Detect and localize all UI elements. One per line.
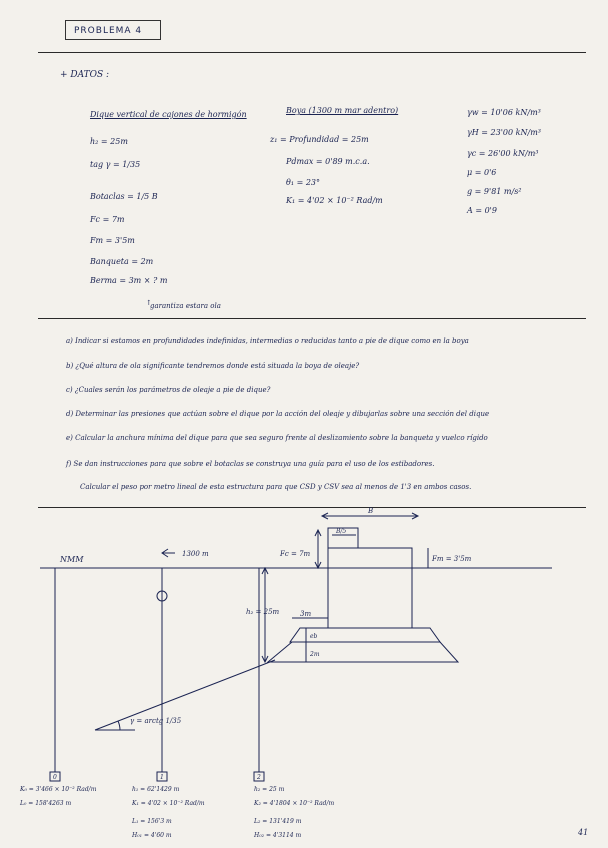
- col3-line: γw = 10'06 kN/m³: [467, 108, 541, 117]
- result-0: K₀ = 3'466 × 10⁻² Rad/m: [20, 786, 97, 793]
- result-2: h₂ = 25 m: [254, 786, 285, 793]
- result-1: H₀₁ = 4'60 m: [132, 832, 172, 839]
- point-2: 2: [257, 774, 261, 781]
- question-b: b) ¿Qué altura de ola significante tendremos donde está situada la boya de oleaje?: [66, 362, 360, 370]
- col2-line: z₁ = Profundidad = 25m: [270, 135, 369, 144]
- result-2: K₂ = 4'1804 × 10⁻² Rad/m: [254, 800, 335, 807]
- datos-heading: + DATOS :: [60, 70, 110, 80]
- result-1: h₁ = 62'1429 m: [132, 786, 180, 793]
- col3-line: γc = 26'00 kN/m³: [467, 149, 539, 158]
- col2-line: K₁ = 4'02 × 10⁻² Rad/m: [286, 196, 383, 205]
- col2-heading: Boya (1300 m mar adentro): [286, 106, 399, 115]
- caisson: [328, 548, 412, 628]
- col1-line: Berma = 3m × ? m: [90, 276, 168, 285]
- berm-width-label: 3m: [300, 610, 312, 618]
- nmm-label: NMM: [60, 555, 84, 564]
- banqueta-label: 2m: [310, 651, 320, 658]
- result-0: L₀ = 158'4263 m: [20, 800, 72, 807]
- slope-label: γ = arctg 1/35: [130, 717, 182, 725]
- result-2: L₂ = 131'419 m: [254, 818, 302, 825]
- question-a: a) Indicar si estamos en profundidades indefinidas, intermedias o reducidas tanto a pie de dique como en la boya: [66, 337, 469, 345]
- col1-line: h₂ = 25m: [90, 137, 128, 146]
- problem-title: PROBLEMA 4: [65, 20, 161, 40]
- question-f: f) Se dan instrucciones para que sobre el botaclas se construya una guía para el uso de los estibadores.: [66, 460, 435, 468]
- fc-label: Fc = 7m: [280, 550, 311, 558]
- b-label: B: [368, 507, 374, 515]
- col2-line: Pdmax = 0'89 m.c.a.: [286, 157, 370, 166]
- col1-line: Fm = 3'5m: [90, 236, 135, 245]
- col1-heading: Dique vertical de cajones de hormigón: [90, 110, 247, 119]
- page-number: 41: [578, 828, 589, 837]
- col3-line: A = 0'9: [467, 206, 497, 215]
- eb-label: eb: [310, 633, 318, 640]
- h2-label: h₂ = 25m: [246, 608, 280, 616]
- col1-line: tag γ = 1/35: [90, 160, 141, 169]
- question-f-cont: Calcular el peso por metro lineal de esta estructura para que CSD y CSV sea al menos de 1'3 en ambos casos.: [80, 483, 472, 491]
- point-0: 0: [53, 774, 57, 781]
- col3-line: g = 9'81 m/s²: [467, 187, 522, 196]
- result-1: L₁ = 156'3 m: [132, 818, 172, 825]
- point-1: 1: [160, 774, 164, 781]
- dist-label: 1300 m: [182, 550, 209, 558]
- col1-note: garantiza estara ola: [150, 302, 221, 310]
- result-1: K₁ = 4'02 × 10⁻² Rad/m: [132, 800, 205, 807]
- question-e: e) Calcular la anchura mínima del dique para que sea seguro frente al deslizamiento sobre la banqueta y vuelco rígido: [66, 434, 488, 442]
- seabed-slope: [95, 660, 275, 730]
- col2-line: θ₁ = 23°: [286, 178, 320, 187]
- question-c: c) ¿Cuales serán los parámetros de oleaje a pie de dique?: [66, 386, 271, 394]
- fm-label: Fm = 3'5m: [432, 555, 472, 563]
- col1-line: Fc = 7m: [90, 215, 125, 224]
- question-d: d) Determinar las presiones que actúan sobre el dique por la acción del oleaje y dibujarlas sobre una sección del dique: [66, 410, 490, 418]
- result-2: H₀₂ = 4'3114 m: [254, 832, 302, 839]
- col1-line: Botaclas = 1/5 B: [90, 192, 158, 201]
- col1-arrow: ↑: [146, 299, 152, 307]
- b5-label: B/5: [336, 528, 347, 535]
- col3-line: μ = 0'6: [467, 168, 497, 177]
- col1-line: Banqueta = 2m: [90, 257, 154, 266]
- col3-line: γH = 23'00 kN/m³: [467, 128, 541, 137]
- rubble-mound: [268, 642, 458, 662]
